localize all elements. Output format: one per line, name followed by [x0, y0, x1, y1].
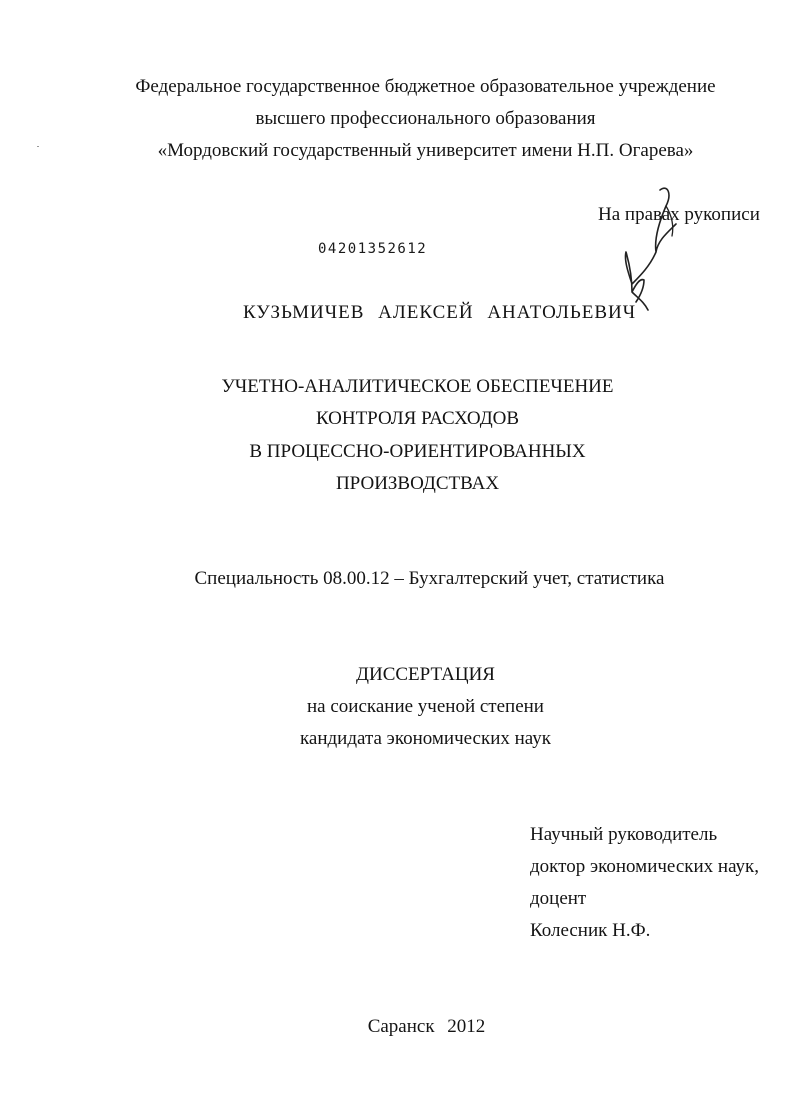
supervisor-rank: доцент [530, 888, 587, 909]
institution-line-1: Федеральное государственное бюджетное образовательное учреждение [135, 76, 716, 97]
supervisor-name: Колесник Н.Ф. [530, 920, 651, 941]
degree-name-line: кандидата экономических наук [299, 728, 552, 749]
degree-sought-line: на соискание ученой степени [307, 696, 544, 717]
dissertation-heading: ДИССЕРТАЦИЯ [356, 664, 495, 685]
author-name: КУЗЬМИЧЕВ АЛЕКСЕЙ АНАТОЛЬЕВИЧ [243, 302, 637, 323]
supervisor-role: Научный руководитель [530, 824, 718, 845]
registration-number: 04201352612 [318, 241, 428, 257]
title-line-3: В ПРОЦЕССНО-ОРИЕНТИРОВАННЫХ [249, 441, 586, 462]
rights-notice: На правах рукописи [598, 204, 760, 225]
supervisor-degree: доктор экономических наук, [530, 856, 760, 877]
institution-line-3: «Мордовский государственный университет имени Н.П. Огарева» [157, 140, 694, 161]
institution-line-2: высшего профессионального образования [255, 108, 596, 129]
place-and-year: Саранск 2012 [367, 1016, 486, 1037]
title-line-2: КОНТРОЛЯ РАСХОДОВ [315, 408, 520, 429]
title-line-4: ПРОИЗВОДСТВАХ [335, 473, 500, 494]
specialty: Специальность 08.00.12 – Бухгалтерский учет, статистика [194, 568, 665, 589]
handwritten-signature [610, 180, 690, 320]
title-line-1: УЧЕТНО-АНАЛИТИЧЕСКОЕ ОБЕСПЕЧЕНИЕ [221, 376, 614, 397]
